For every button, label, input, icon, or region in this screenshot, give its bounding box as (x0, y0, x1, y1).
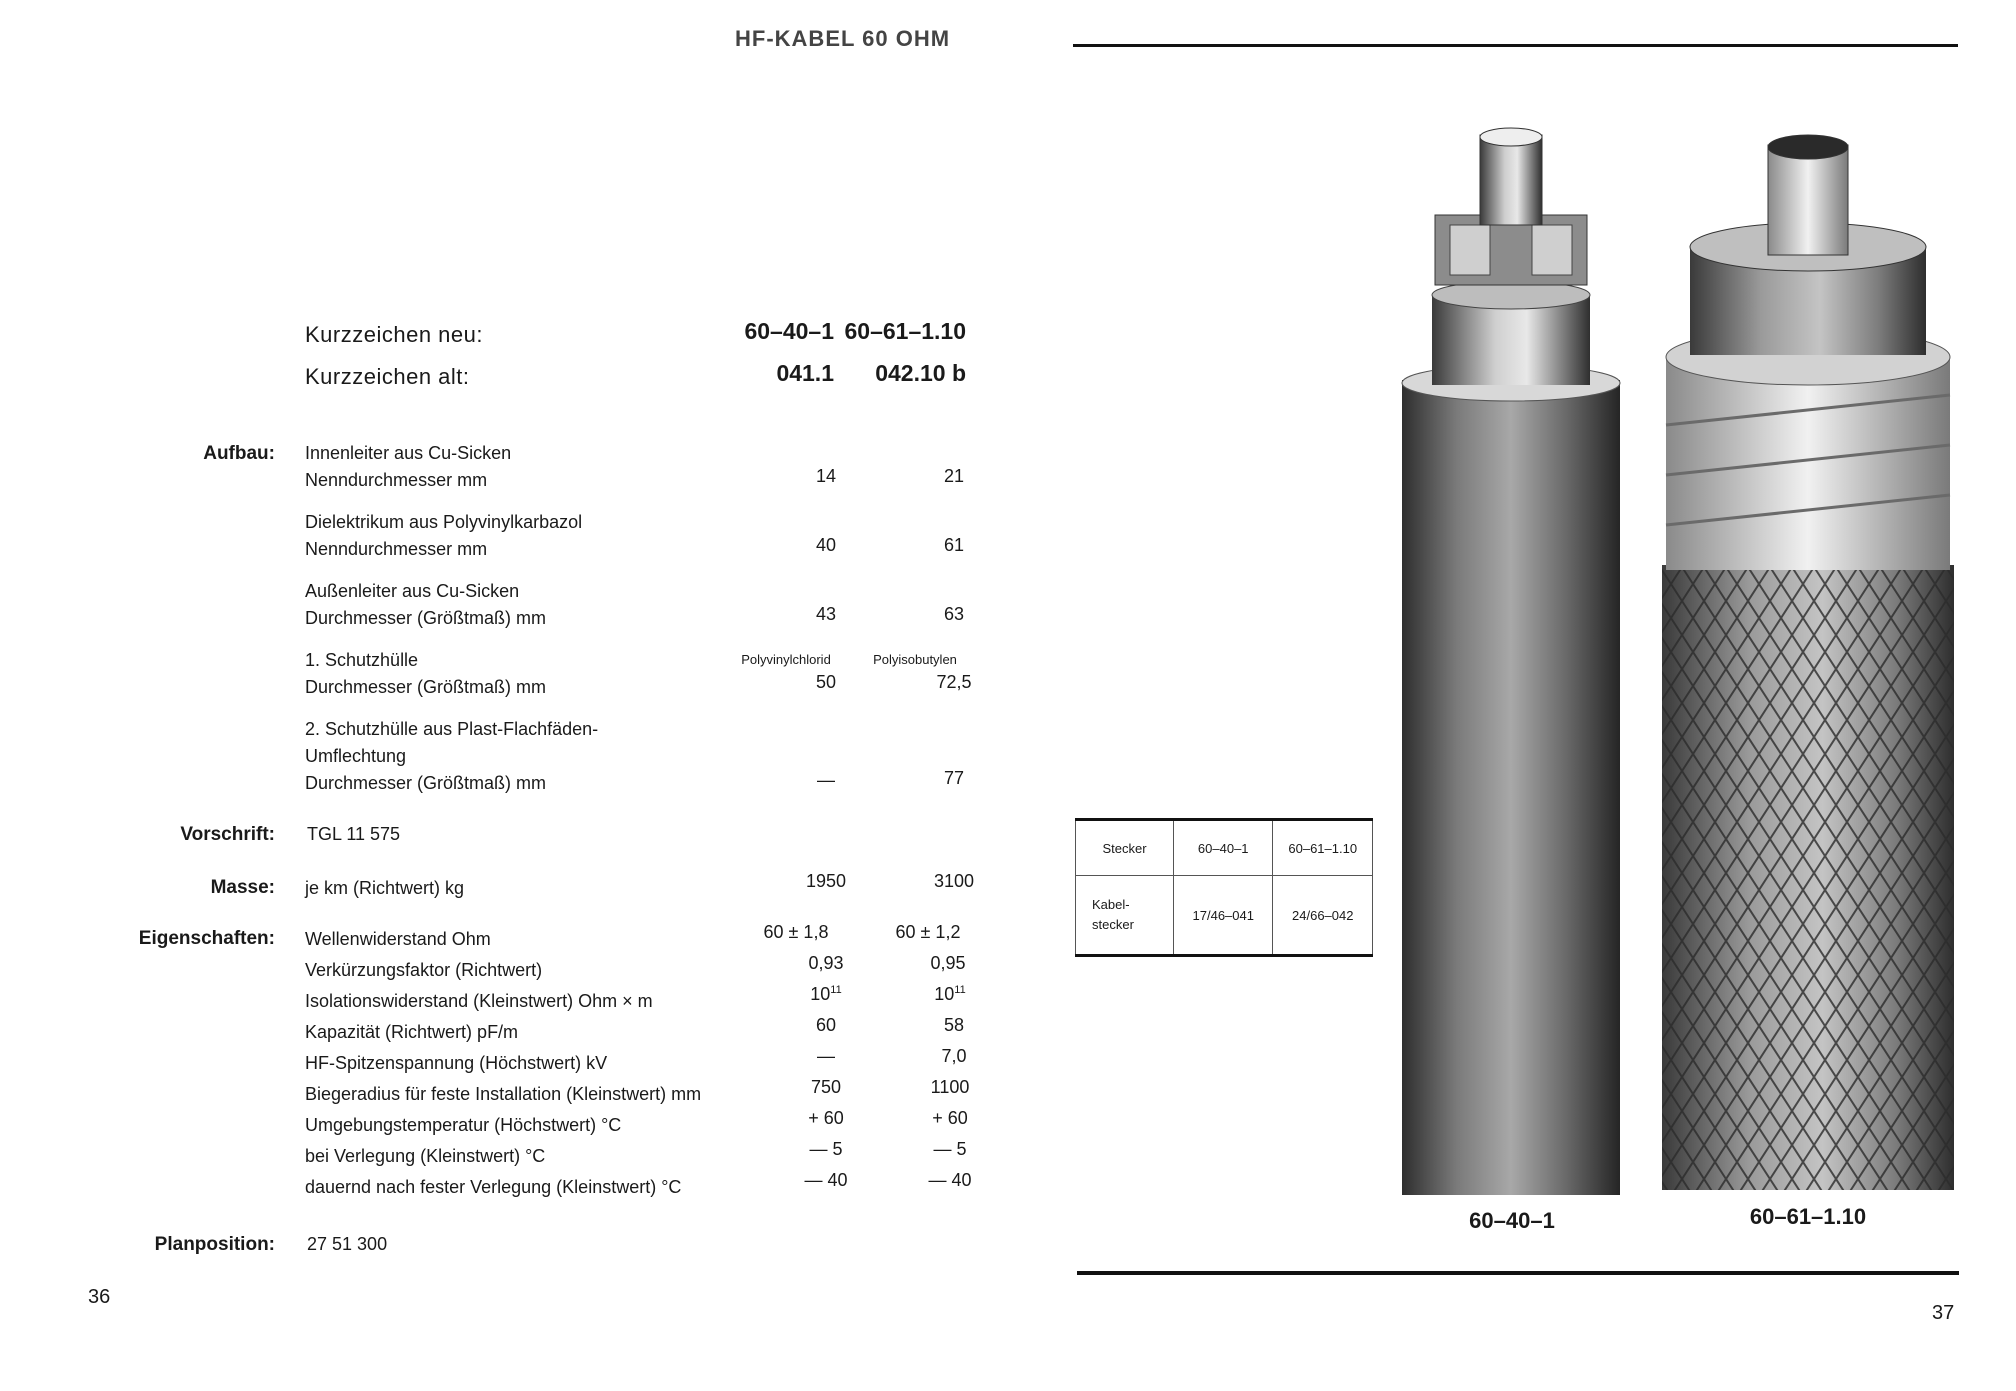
aufbau-row-4 (305, 647, 546, 701)
eigenschaften-row-4-v2: 58 (943, 1015, 965, 1035)
cable-60-61-1-10-image (1660, 125, 1960, 1195)
eigenschaften-row-4: Kapazität (Richtwert) pF/m (305, 1022, 519, 1042)
kurzzeichen-neu-label: Kurzzeichen neu: (305, 322, 483, 347)
aufbau-row-2-v1: 40 (815, 535, 837, 555)
page-title: HF-KABEL 60 OHM (735, 26, 951, 51)
eigenschaften-row-9-v2: — 40 (928, 1170, 972, 1190)
aufbau-row-1-v1: 14 (815, 466, 837, 486)
eigenschaften-label: Eigenschaften: (138, 928, 275, 949)
aufbau-row-2-line1: Dielektrikum aus Polyvinylkarbazol (305, 512, 583, 532)
aufbau-row-4-line1: 1. Schutzhülle (305, 650, 419, 670)
aufbau-row-1 (305, 440, 511, 494)
eigenschaften-row-5-v2: 7,0 (941, 1046, 967, 1066)
eigenschaften-row-2-v2: 0,95 (930, 953, 966, 973)
page-number-right: 37 (1932, 1302, 1955, 1324)
eigenschaften-row-3-v1 (766, 984, 886, 1005)
eigenschaften-row-8: bei Verlegung (Kleinstwert) °C (305, 1146, 546, 1166)
page-number-left: 36 (88, 1286, 111, 1308)
kurzzeichen-alt-2: 042.10 b (875, 360, 966, 386)
eigenschaften-row-2-v1: 0,93 (808, 953, 844, 973)
stecker-table-row-2 (1076, 876, 1373, 956)
masse-label: Masse: (210, 877, 275, 898)
eigenschaften-row-5-v1: — (817, 1046, 835, 1066)
eigenschaften-row-8-v2: — 5 (933, 1139, 967, 1159)
eigenschaften-row-3-v2-exp: 11 (954, 984, 966, 996)
aufbau-row-2 (305, 509, 582, 563)
aufbau-row-5-line1: 2. Schutzhülle aus Plast-Flachfäden- (305, 719, 599, 739)
eigenschaften-row-1-v2: 60 ± 1,2 (895, 922, 961, 942)
planposition-label: Planposition: (154, 1234, 275, 1255)
aufbau-row-1-v2: 21 (943, 466, 965, 486)
aufbau-row-3-v2: 63 (943, 604, 965, 624)
eigenschaften-row-7-v2: + 60 (932, 1108, 968, 1128)
vorschrift-label: Vorschrift: (180, 824, 275, 845)
kurzzeichen-neu-1: 60–40–1 (744, 318, 834, 344)
eigenschaften-row-8-v1: — 5 (809, 1139, 843, 1159)
aufbau-row-3 (305, 578, 546, 632)
stecker-table-col-2: 60–61–1.10 (1273, 820, 1373, 876)
eigenschaften-row-3-v2 (890, 984, 1010, 1005)
aufbau-row-1-line1: Innenleiter aus Cu-Sicken (305, 443, 512, 463)
aufbau-row-5-line1b: Umflechtung (305, 746, 407, 766)
aufbau-row-3-line2: Durchmesser (Größtmaß) mm (305, 608, 547, 628)
aufbau-row-5-v1: — (817, 770, 835, 790)
aufbau-row-1-line2: Nenndurchmesser mm (305, 470, 488, 490)
aufbau-row-2-v2: 61 (943, 535, 965, 555)
masse-text: je km (Richtwert) kg (305, 878, 465, 898)
eigenschaften-row-1-v1: 60 ± 1,8 (763, 922, 829, 942)
eigenschaften-row-3-v1-exp: 11 (830, 984, 842, 996)
stecker-table-header: Stecker (1076, 820, 1174, 876)
eigenschaften-row-9-v1: — 40 (804, 1170, 848, 1190)
eigenschaften-row-6-v1: 750 (810, 1077, 842, 1097)
eigenschaften-row-3-v2-base: 10 (934, 984, 955, 1004)
kabelstecker-col-2: 24/66–042 (1273, 876, 1373, 956)
aufbau-label: Aufbau: (203, 443, 275, 464)
stecker-table (1075, 818, 1373, 957)
kurzzeichen-alt-1: 041.1 (776, 360, 834, 386)
aufbau-row-2-line2: Nenndurchmesser mm (305, 539, 488, 559)
eigenschaften-row-3: Isolationswiderstand (Kleinstwert) Ohm × m (305, 991, 653, 1011)
planposition-value: 27 51 300 (307, 1234, 388, 1254)
eigenschaften-row-6-v2: 1100 (930, 1077, 970, 1097)
stecker-table-col-1: 60–40–1 (1174, 820, 1273, 876)
stecker-table-row-1 (1076, 820, 1373, 876)
caption-cable-1: 60–40–1 (1469, 1208, 1555, 1233)
aufbau-row-4-material-2: Polyisobutylen (873, 652, 957, 667)
eigenschaften-row-2: Verkürzungsfaktor (Richtwert) (305, 960, 543, 980)
kabelstecker-label-b: stecker (1092, 917, 1134, 932)
bottom-rule (1077, 1271, 1959, 1275)
vorschrift-value: TGL 11 575 (307, 824, 401, 844)
cable-60-40-1-image (1400, 125, 1625, 1200)
kabelstecker-label-a: Kabel- (1092, 897, 1130, 912)
eigenschaften-row-7: Umgebungstemperatur (Höchstwert) °C (305, 1115, 622, 1135)
eigenschaften-row-6: Biegeradius für feste Installation (Kleinstwert) mm (305, 1084, 702, 1104)
aufbau-row-5-v2: 77 (943, 768, 965, 788)
aufbau-row-4-v1: 50 (815, 672, 837, 692)
aufbau-row-5 (305, 716, 598, 797)
eigenschaften-row-1: Wellenwiderstand Ohm (305, 929, 491, 949)
eigenschaften-row-7-v1: + 60 (808, 1108, 844, 1128)
aufbau-row-4-v2: 72,5 (936, 672, 972, 692)
eigenschaften-row-3-v1-base: 10 (810, 984, 831, 1004)
eigenschaften-row-5: HF-Spitzenspannung (Höchstwert) kV (305, 1053, 608, 1073)
aufbau-row-3-v1: 43 (815, 604, 837, 624)
kabelstecker-label (1076, 876, 1174, 956)
eigenschaften-row-9: dauernd nach fester Verlegung (Kleinstwert) °C (305, 1177, 682, 1197)
eigenschaften-row-4-v1: 60 (815, 1015, 837, 1035)
aufbau-row-4-material-1: Polyvinylchlorid (741, 652, 831, 667)
masse-v1: 1950 (805, 871, 847, 891)
aufbau-row-4-line2: Durchmesser (Größtmaß) mm (305, 677, 547, 697)
aufbau-row-3-line1: Außenleiter aus Cu-Sicken (305, 581, 520, 601)
caption-cable-2: 60–61–1.10 (1749, 1204, 1867, 1229)
kurzzeichen-neu-2: 60–61–1.10 (844, 318, 966, 344)
top-rule (1073, 44, 1958, 47)
kurzzeichen-alt-label: Kurzzeichen alt: (305, 364, 470, 389)
aufbau-row-5-line2: Durchmesser (Größtmaß) mm (305, 773, 547, 793)
kabelstecker-col-1: 17/46–041 (1174, 876, 1273, 956)
masse-v2: 3100 (933, 871, 975, 891)
